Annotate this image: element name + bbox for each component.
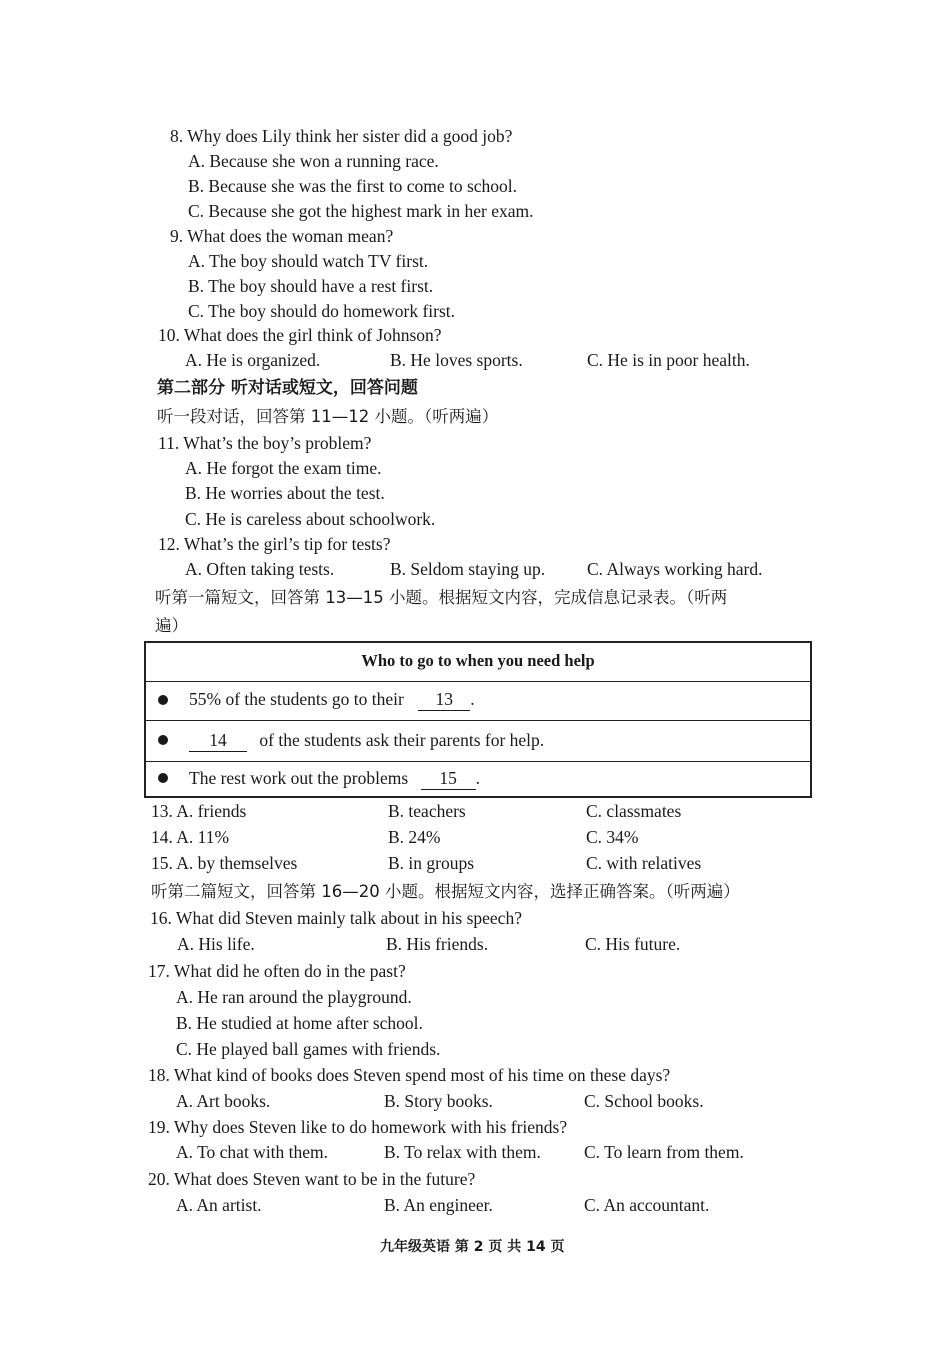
q10-option-a: A. He is organized. xyxy=(185,350,321,370)
table-title: Who to go to when you need help xyxy=(361,651,595,670)
q13-option-b: B. teachers xyxy=(388,801,466,821)
q11-option-c: C. He is careless about schoolwork. xyxy=(185,509,436,529)
passage1-instruction-cont: 遍） xyxy=(155,616,188,635)
q12-option-c: C. Always working hard. xyxy=(587,559,763,579)
q16-option-a: A. His life. xyxy=(177,934,255,954)
q17-option-b: B. He studied at home after school. xyxy=(176,1013,423,1033)
q16-option-b: B. His friends. xyxy=(386,934,489,954)
q14-option-a: 14. A. 11% xyxy=(151,827,230,847)
q15-option-c: C. with relatives xyxy=(586,853,702,873)
blank-15: 15 xyxy=(421,768,476,790)
question-9: 9. What does the woman mean? xyxy=(170,226,394,246)
question-17: 17. What did he often do in the past? xyxy=(148,961,406,981)
row1-end: . xyxy=(470,689,475,709)
row1-text: 55% of the students go to their xyxy=(189,689,404,709)
q14-option-b: B. 24% xyxy=(388,827,441,847)
blank-14: 14 xyxy=(189,730,247,752)
bullet-icon xyxy=(158,695,168,705)
q11-option-b: B. He worries about the test. xyxy=(185,483,385,503)
q13-option-c: C. classmates xyxy=(586,801,682,821)
question-10: 10. What does the girl think of Johnson? xyxy=(158,325,442,345)
q13-option-a: 13. A. friends xyxy=(151,801,247,821)
q9-option-b: B. The boy should have a rest first. xyxy=(188,276,434,296)
row3-text: The rest work out the problems xyxy=(189,768,409,788)
row3-end: . xyxy=(475,768,480,788)
section-heading: 第二部分 听对话或短文，回答问题 xyxy=(157,378,418,398)
question-11: 11. What’s the boy’s problem? xyxy=(158,433,372,453)
q19-option-c: C. To learn from them. xyxy=(584,1142,744,1162)
table-row xyxy=(146,682,810,721)
q14-option-c: C. 34% xyxy=(586,827,639,847)
q8-option-b: B. Because she was the first to come to school. xyxy=(188,176,518,196)
table-row xyxy=(146,721,810,762)
q19-option-a: A. To chat with them. xyxy=(176,1142,329,1162)
q15-option-b: B. in groups xyxy=(388,853,475,873)
dialog-instruction: 听一段对话，回答第 11—12 小题。（听两遍） xyxy=(157,407,499,426)
q20-option-a: A. An artist. xyxy=(176,1195,262,1215)
question-16: 16. What did Steven mainly talk about in his speech? xyxy=(150,908,522,928)
q17-option-c: C. He played ball games with friends. xyxy=(176,1039,441,1059)
question-20: 20. What does Steven want to be in the future? xyxy=(148,1169,476,1189)
question-12: 12. What’s the girl’s tip for tests? xyxy=(158,534,391,554)
page-footer: 九年级英语 第 2 页 共 14 页 xyxy=(380,1239,565,1255)
q8-option-a: A. Because she won a running race. xyxy=(188,151,439,171)
bullet-icon xyxy=(158,773,168,783)
question-18: 18. What kind of books does Steven spend most of his time on these days? xyxy=(148,1065,671,1085)
q10-option-c: C. He is in poor health. xyxy=(587,350,750,370)
blank-13: 13 xyxy=(418,689,470,711)
q18-option-a: A. Art books. xyxy=(176,1091,271,1111)
q12-option-a: A. Often taking tests. xyxy=(185,559,335,579)
passage1-instruction: 听第一篇短文，回答第 13—15 小题。根据短文内容，完成信息记录表。（听两 xyxy=(155,588,728,607)
q10-option-b: B. He loves sports. xyxy=(390,350,523,370)
q20-option-b: B. An engineer. xyxy=(384,1195,493,1215)
q18-option-b: B. Story books. xyxy=(384,1091,493,1111)
q9-option-a: A. The boy should watch TV first. xyxy=(188,251,429,271)
q15-option-a: 15. A. by themselves xyxy=(151,853,298,873)
passage2-instruction: 听第二篇短文，回答第 16—20 小题。根据短文内容，选择正确答案。（听两遍） xyxy=(151,882,740,901)
q11-option-a: A. He forgot the exam time. xyxy=(185,458,382,478)
question-8: 8. Why does Lily think her sister did a good job? xyxy=(170,126,513,146)
q18-option-c: C. School books. xyxy=(584,1091,704,1111)
q19-option-b: B. To relax with them. xyxy=(384,1142,541,1162)
q16-option-c: C. His future. xyxy=(585,934,681,954)
row2-text: of the students ask their parents for help. xyxy=(259,730,545,750)
question-19: 19. Why does Steven like to do homework with his friends? xyxy=(148,1117,568,1137)
q20-option-c: C. An accountant. xyxy=(584,1195,710,1215)
q17-option-a: A. He ran around the playground. xyxy=(176,987,412,1007)
bullet-icon xyxy=(158,735,168,745)
q9-option-c: C. The boy should do homework first. xyxy=(188,301,456,321)
table-row xyxy=(146,762,810,798)
q12-option-b: B. Seldom staying up. xyxy=(390,559,546,579)
table-title-row xyxy=(146,643,810,682)
info-record-table xyxy=(144,641,812,798)
q8-option-c: C. Because she got the highest mark in her exam. xyxy=(188,201,534,221)
